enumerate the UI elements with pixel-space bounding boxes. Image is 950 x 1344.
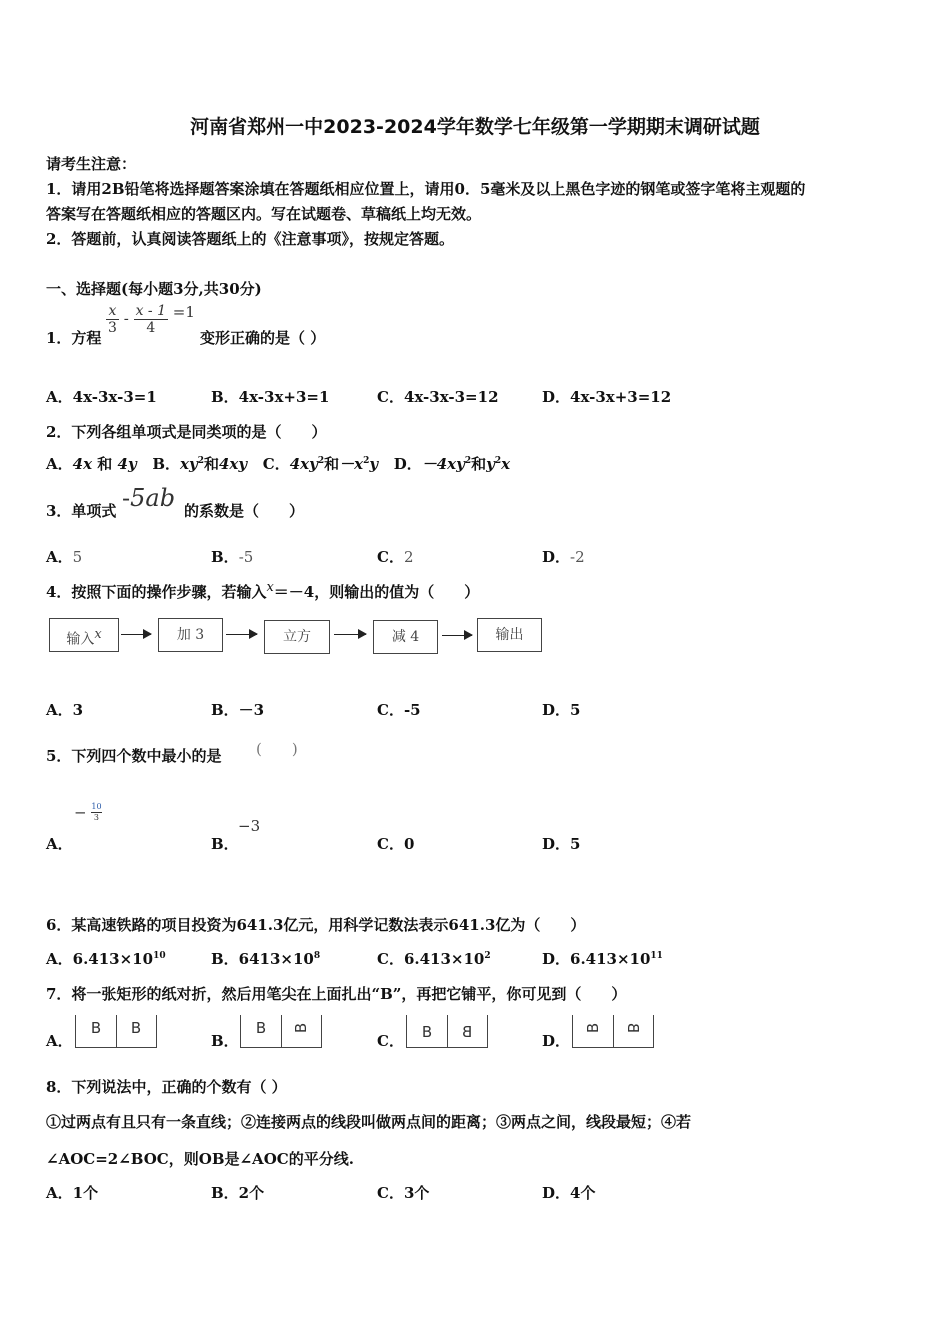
letter-b: B xyxy=(90,1019,102,1037)
q1-option-c[interactable]: C．4x-3x-3=12 xyxy=(377,388,499,406)
q2-b-label: B． xyxy=(152,455,181,473)
letter-b-rotated: B xyxy=(583,1022,602,1034)
flow-box-add3: 加 3 xyxy=(158,618,223,652)
q2-c-label: C． xyxy=(262,455,290,473)
letter-b-rotated: B xyxy=(291,1022,310,1034)
q3-a-value: 5 xyxy=(72,548,83,566)
q2-d-exp2: 2 xyxy=(494,456,502,466)
q4-option-a[interactable]: A．3 xyxy=(46,701,84,719)
q1-eq: =1 xyxy=(172,303,195,321)
q7-option-c-label[interactable]: C． xyxy=(377,1032,404,1050)
q6-option-b[interactable] xyxy=(211,948,320,969)
q2-c-exp1: 2 xyxy=(317,456,325,466)
q3-expr: 5ab xyxy=(130,484,176,512)
q2-option-d[interactable] xyxy=(394,455,510,473)
q4-stem xyxy=(46,580,479,602)
q2-a-term1: 4x xyxy=(72,455,93,473)
q3-b-label: B． xyxy=(211,548,239,566)
q2-c-term2-post: y xyxy=(369,455,379,473)
q2-c-term1: 4xy xyxy=(289,455,318,473)
q7-option-b-figure[interactable] xyxy=(240,1015,322,1048)
q6-a-exp: 10 xyxy=(153,951,166,961)
q5-paren: ( ) xyxy=(256,740,298,758)
q2-b-and: 和 xyxy=(203,455,219,473)
q5-a-den: 3 xyxy=(93,813,99,822)
q3-c-label: C． xyxy=(377,548,404,566)
letter-b: B xyxy=(255,1019,267,1037)
q6-b-label: B．6413×10 xyxy=(211,950,314,968)
q3-suffix: 的系数是（ ） xyxy=(184,502,305,520)
q5-option-b-label[interactable]: B． xyxy=(211,835,239,853)
q2-a-and: 和 xyxy=(97,455,113,473)
q1-minus: - xyxy=(123,309,129,328)
flow-arrow-1 xyxy=(121,634,151,635)
q8-option-d[interactable]: D．4个 xyxy=(542,1184,596,1202)
flow-box-input-text: 输入 xyxy=(66,631,95,648)
q1-option-a[interactable]: A．4x-3x-3=1 xyxy=(46,388,157,406)
q8-option-b[interactable]: B．2个 xyxy=(211,1184,265,1202)
q3-option-b[interactable] xyxy=(211,546,253,567)
q7-option-d-figure[interactable] xyxy=(572,1015,654,1048)
notice-heading: 请考生注意： xyxy=(46,155,137,173)
q4-value: ＝－4，则输出的值为（ ） xyxy=(273,583,480,601)
q7-option-a-label[interactable]: A． xyxy=(46,1032,73,1050)
q2-d-term2-post: x xyxy=(501,455,511,473)
letter-b-rotated-mirrored: B xyxy=(623,1022,642,1034)
q8-stem: 8．下列说法中，正确的个数有（ ） xyxy=(46,1078,287,1096)
q6-option-c[interactable] xyxy=(377,948,491,969)
q2-d-and: 和 xyxy=(471,455,487,473)
q2-c-exp2: 2 xyxy=(363,456,370,466)
q2-option-b[interactable] xyxy=(152,455,247,473)
flow-arrow-4 xyxy=(442,635,472,636)
q3-expr-minus: - xyxy=(122,484,131,512)
q5-option-a-label[interactable]: A． xyxy=(46,835,73,853)
q2-stem: 2．下列各组单项式是同类项的是（ ） xyxy=(46,423,327,441)
q3-option-c[interactable] xyxy=(377,546,414,567)
q6-c-label: C．6.413×10 xyxy=(377,950,485,968)
q7-stem: 7．将一张矩形的纸对折，然后用笔尖在上面扎出“B”，再把它铺平，你可见到（ ） xyxy=(46,985,627,1003)
flow-arrow-2 xyxy=(226,634,257,635)
q1-frac1-den: 3 xyxy=(108,320,117,336)
flow-arrow-3 xyxy=(334,634,366,635)
q7-option-b-label[interactable]: B． xyxy=(211,1032,239,1050)
q5-a-minus: − xyxy=(74,803,87,822)
q1-option-b[interactable]: B．4x-3x+3=1 xyxy=(211,388,330,406)
flow-box-input-var: x xyxy=(94,627,102,642)
q2-d-term1: －4xy xyxy=(421,455,465,473)
q1-frac2-den: 4 xyxy=(146,320,156,336)
q5-option-a-value xyxy=(74,802,102,823)
q6-option-d[interactable] xyxy=(542,948,663,969)
q8-statements-line-1: ①过两点有且只有一条直线；②连接两点的线段叫做两点间的距离；③两点之间，线段最短；④若 xyxy=(46,1113,692,1131)
q2-c-and: 和 xyxy=(324,455,340,473)
flow-box-cube: 立方 xyxy=(264,620,330,654)
q1-suffix: 变形正确的是（ ） xyxy=(200,329,326,347)
q3-option-a[interactable] xyxy=(46,546,82,567)
q8-statements-line-2: ∠AOC=2∠BOC，则OB是∠AOC的平分线. xyxy=(46,1150,354,1168)
q5-option-b-value: −3 xyxy=(238,817,261,835)
q2-option-c[interactable] xyxy=(263,455,378,473)
q6-a-label: A．6.413×10 xyxy=(46,950,154,968)
q3-d-label: D． xyxy=(542,548,571,566)
q4-option-c[interactable]: C．-5 xyxy=(377,701,421,719)
notice-line-1a: 1．请用2B铅笔将选择题答案涂填在答题纸相应位置上，请用0．5毫米及以上黑色字迹的钢笔或签字笔将主观题的 xyxy=(46,180,806,198)
q4-prefix: 4．按照下面的操作步骤，若输入 xyxy=(46,583,267,601)
section-heading: 一、选择题(每小题3分,共30分) xyxy=(46,280,262,298)
q2-b-exp: 2 xyxy=(197,456,204,466)
q7-option-a-figure[interactable] xyxy=(75,1015,157,1048)
q3-expression xyxy=(122,484,175,512)
q3-prefix: 3．单项式 xyxy=(46,502,117,520)
q3-d-value: -2 xyxy=(570,548,585,566)
q6-d-exp: 11 xyxy=(650,951,663,961)
flow-box-sub4: 减 4 xyxy=(373,620,438,654)
notice-line-1b: 答案写在答题纸相应的答题区内。写在试题卷、草稿纸上均无效。 xyxy=(46,205,482,223)
q3-a-label: A． xyxy=(46,548,73,566)
q7-option-d-label[interactable]: D． xyxy=(542,1032,571,1050)
q8-option-c[interactable]: C．3个 xyxy=(377,1184,430,1202)
q7-option-c-figure[interactable] xyxy=(406,1015,488,1048)
q5-option-d[interactable]: D．5 xyxy=(542,835,581,853)
letter-b: B xyxy=(130,1019,142,1037)
q2-d-label: D． xyxy=(393,455,422,473)
q4-option-d[interactable]: D．5 xyxy=(542,701,581,719)
q3-option-d[interactable] xyxy=(542,546,585,567)
q2-options xyxy=(46,453,510,474)
q4-var: x xyxy=(266,580,274,595)
q6-stem: 6．某高速铁路的项目投资为641.3亿元，用科学记数法表示641.3亿为（ ） xyxy=(46,916,586,934)
q1-frac2-num: x - 1 xyxy=(135,303,166,319)
page-title: 河南省郑州一中2023-2024学年数学七年级第一学期期末调研试题 xyxy=(190,116,760,138)
q2-a-term2: 4y xyxy=(117,455,137,473)
letter-b-mirrored: B xyxy=(461,1023,473,1041)
q6-c-exp: 2 xyxy=(484,951,491,961)
notice-line-2: 2．答题前，认真阅读答题纸上的《注意事项》，按规定答题。 xyxy=(46,230,454,248)
q5-a-fraction xyxy=(91,802,101,823)
q2-d-term2: y xyxy=(486,455,495,473)
q5-a-num: 10 xyxy=(91,802,102,811)
q2-c-term2: －x xyxy=(339,455,364,473)
q2-option-a[interactable] xyxy=(46,455,137,473)
q1-prefix: 1．方程 xyxy=(46,329,102,347)
q1-frac1-num: x xyxy=(106,303,119,320)
q5-stem: 5．下列四个数中最小的是 xyxy=(46,747,222,765)
q8-option-a[interactable]: A．1个 xyxy=(46,1184,99,1202)
q2-a-label: A． xyxy=(46,455,73,473)
q1-equation xyxy=(106,303,195,336)
q4-option-b[interactable]: B．－3 xyxy=(211,701,265,719)
q2-b-term1: xy xyxy=(180,455,198,473)
q5-option-c[interactable]: C．0 xyxy=(377,835,415,853)
q2-b-term2: 4xy xyxy=(218,455,248,473)
letter-b: B xyxy=(421,1023,433,1041)
q6-option-a[interactable] xyxy=(46,948,166,969)
flow-box-input xyxy=(49,618,119,652)
q3-c-value: 2 xyxy=(403,548,414,566)
q3-b-value: -5 xyxy=(238,548,254,566)
flow-box-output: 输出 xyxy=(477,618,542,652)
q6-d-label: D．6.413×10 xyxy=(542,950,651,968)
q6-b-exp: 8 xyxy=(313,951,321,961)
q1-fraction-1 xyxy=(106,303,119,336)
q1-option-d[interactable]: D．4x-3x+3=12 xyxy=(542,388,672,406)
q2-d-exp1: 2 xyxy=(464,456,472,466)
q1-fraction-2 xyxy=(134,303,168,336)
